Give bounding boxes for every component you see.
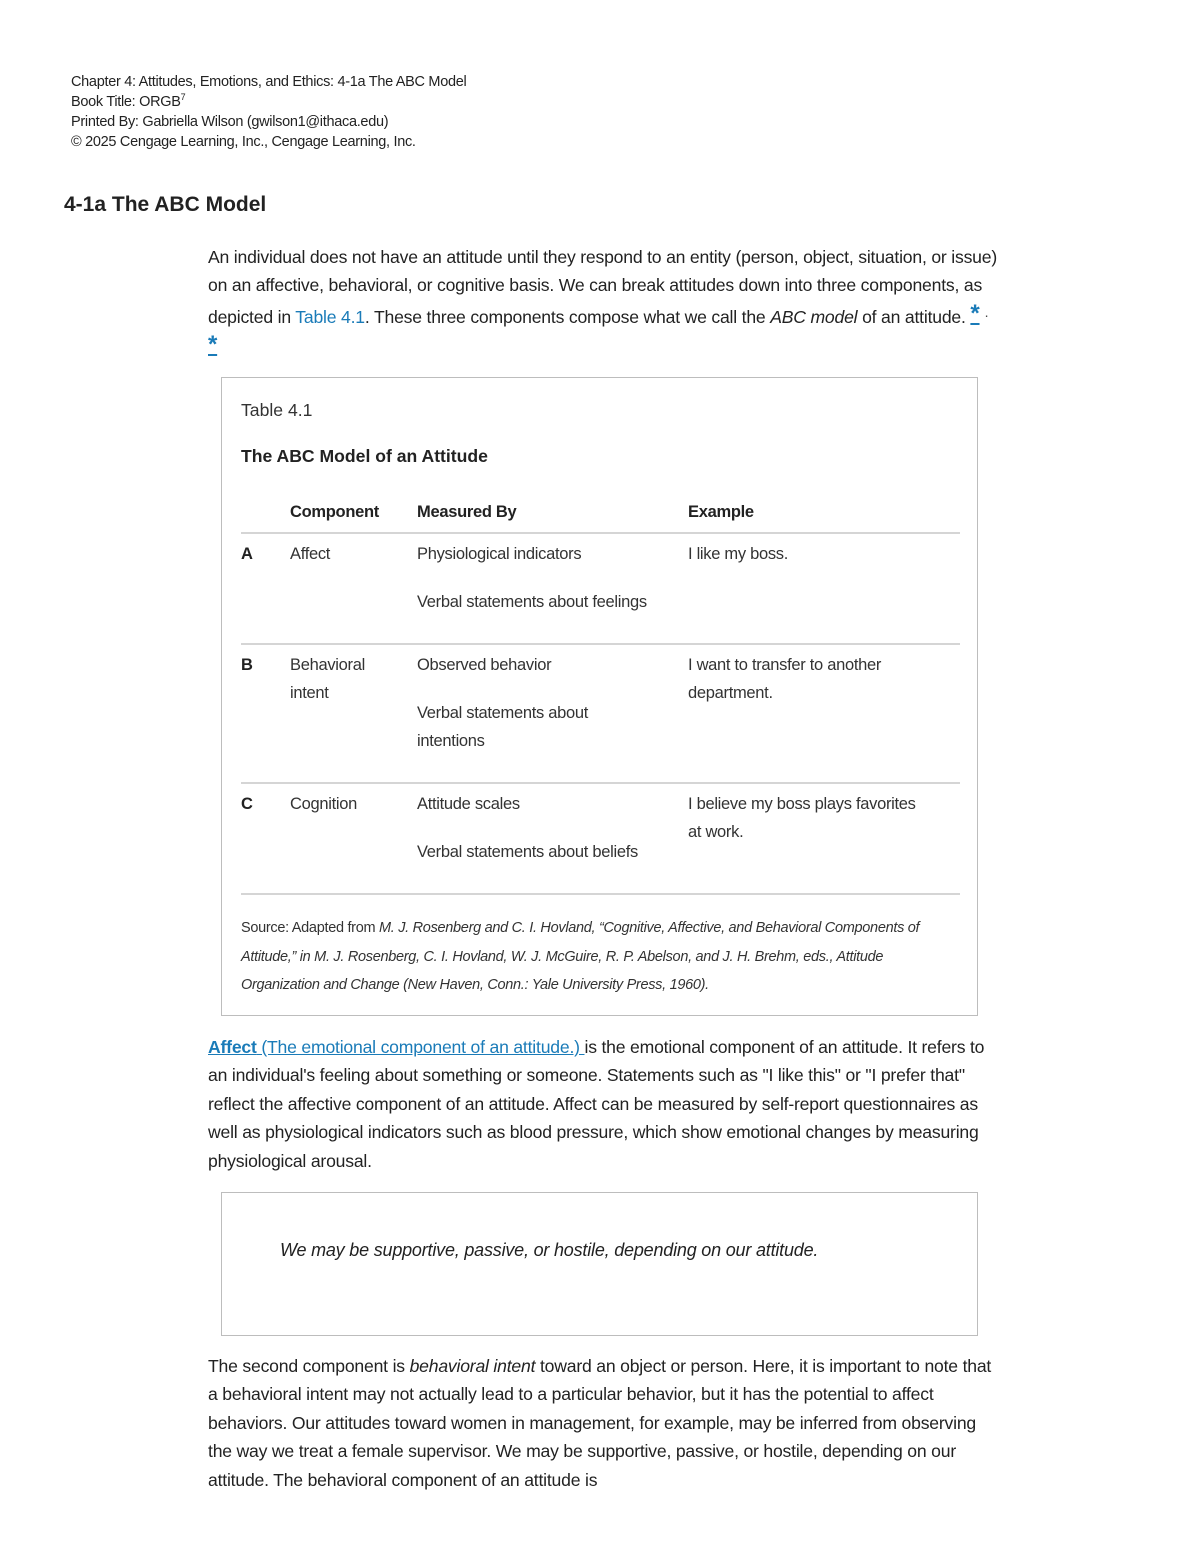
book-title-text: Book Title: ORGB <box>71 94 181 110</box>
affect-definition: (The emotional component of an attitude.) <box>256 1037 585 1057</box>
table-label: Table 4.1 <box>241 400 313 420</box>
source-publisher: (New Haven, Conn.: Yale University Press, 1960). <box>399 977 709 993</box>
table-row <box>241 644 960 783</box>
row-letter: A <box>241 545 253 563</box>
measure-line: Verbal statements about <box>417 704 589 722</box>
book-edition: 7 <box>180 92 186 103</box>
chapter-line: Chapter 4: Attitudes, Emotions, and Ethics: 4-1a The ABC Model <box>71 74 467 90</box>
source-prefix: Source: Adapted from <box>241 920 379 936</box>
affect-paragraph <box>208 1033 998 1175</box>
reference-star-2[interactable]: * <box>208 331 218 359</box>
book-title-line <box>71 92 466 112</box>
row-letter: C <box>241 795 253 813</box>
source-book-title: Attitude Organization and Change <box>241 948 884 993</box>
header-example: Example <box>688 503 754 521</box>
table-link[interactable]: Table 4.1 <box>295 306 365 327</box>
behavioral-text-1: The second component is <box>208 1356 410 1376</box>
behavioral-text-2: toward an object or person. Here, it is important to note that a behavioral intent may not actually lead to a particular behavior, but it has the potential to affect behaviors. Our attitudes toward women in management, for example, may be inferred from observing the way we treat a female supervisor. We may be supportive, passive, or hostile, depending on our attitude. The behavioral component of an attitude is <box>208 1356 992 1490</box>
row-letter: B <box>241 656 253 674</box>
table-title: The ABC Model of an Attitude <box>241 446 488 466</box>
pull-quote: We may be supportive, passive, or hostile, depending on our attitude. <box>280 1240 819 1260</box>
component-line: Cognition <box>290 795 358 813</box>
behavioral-intent-term: behavioral intent <box>409 1356 536 1376</box>
example-line: department. <box>688 684 773 702</box>
measure-line: Verbal statements about beliefs <box>417 843 638 861</box>
row-example <box>688 783 960 894</box>
component-line: intent <box>290 684 329 702</box>
abc-table <box>241 498 960 895</box>
table-row <box>241 783 960 894</box>
row-measured-by <box>417 644 688 783</box>
row-component <box>290 533 417 644</box>
component-line: Behavioral <box>290 656 365 674</box>
source-citation: M. J. Rosenberg and C. I. Hovland, “Cognitive, Affective, and Behavioral Components of Attitude,” in M. J. Rosenberg, C. I. Hovland, W. J. McGuire, R. P. Abelson, and J. H. Brehm, eds., <box>241 920 920 965</box>
row-component <box>290 783 417 894</box>
print-header <box>71 72 466 152</box>
measure-line: Physiological indicators <box>417 545 582 563</box>
behavioral-paragraph <box>208 1352 998 1494</box>
reference-separator: · <box>984 306 989 323</box>
intro-text-1: An individual does not have an attitude until they respond to an entity (person, object, situation, or issue) on an affective, behavioral, or cognitive basis. We can break attitudes down into three components, as depicted in <box>208 247 997 327</box>
table-source-note <box>241 914 941 1000</box>
header-component: Component <box>290 503 379 521</box>
row-component <box>290 644 417 783</box>
measure-line: intentions <box>417 732 485 750</box>
measure-line: Attitude scales <box>417 795 520 813</box>
copyright-line: © 2025 Cengage Learning, Inc., Cengage Learning, Inc. <box>71 134 416 150</box>
measure-line: Observed behavior <box>417 656 552 674</box>
intro-text-3: of an attitude. <box>857 306 971 327</box>
affect-text: is the emotional component of an attitude. It refers to an individual's feeling about something or someone. Statements such as "I like this" or "I prefer that" reflect the affective component of an attitude. Affect can be measured by self-report questionnaires as well as physiological indicators such as blood pressure, which show emotional changes by measuring physiological arousal. <box>208 1037 985 1171</box>
row-measured-by <box>417 783 688 894</box>
intro-paragraph <box>208 243 998 363</box>
header-measured-by: Measured By <box>417 503 517 521</box>
component-line: Affect <box>290 545 331 563</box>
abc-model-term: ABC model <box>770 306 858 327</box>
example-line: I want to transfer to another <box>688 656 882 674</box>
printed-by-line: Printed By: Gabriella Wilson (gwilson1@ithaca.edu) <box>71 114 389 130</box>
pull-quote-box <box>221 1192 978 1336</box>
table-4-1-box <box>221 377 978 1016</box>
row-measured-by <box>417 533 688 644</box>
section-title: 4-1a The ABC Model <box>64 193 267 216</box>
reference-star-1[interactable]: * <box>970 299 980 327</box>
table-header-row <box>241 498 960 533</box>
example-line: at work. <box>688 823 744 841</box>
table-row <box>241 533 960 644</box>
measure-line: Verbal statements about feelings <box>417 593 647 611</box>
affect-term: Affect <box>208 1037 257 1057</box>
intro-text-2: . These three components compose what we call the <box>364 306 771 327</box>
example-line: I believe my boss plays favorites <box>688 795 916 813</box>
affect-glossary-link[interactable] <box>208 1037 585 1057</box>
row-example <box>688 533 960 644</box>
row-example <box>688 644 960 783</box>
example-line: I like my boss. <box>688 545 789 563</box>
header-letter <box>241 498 290 533</box>
